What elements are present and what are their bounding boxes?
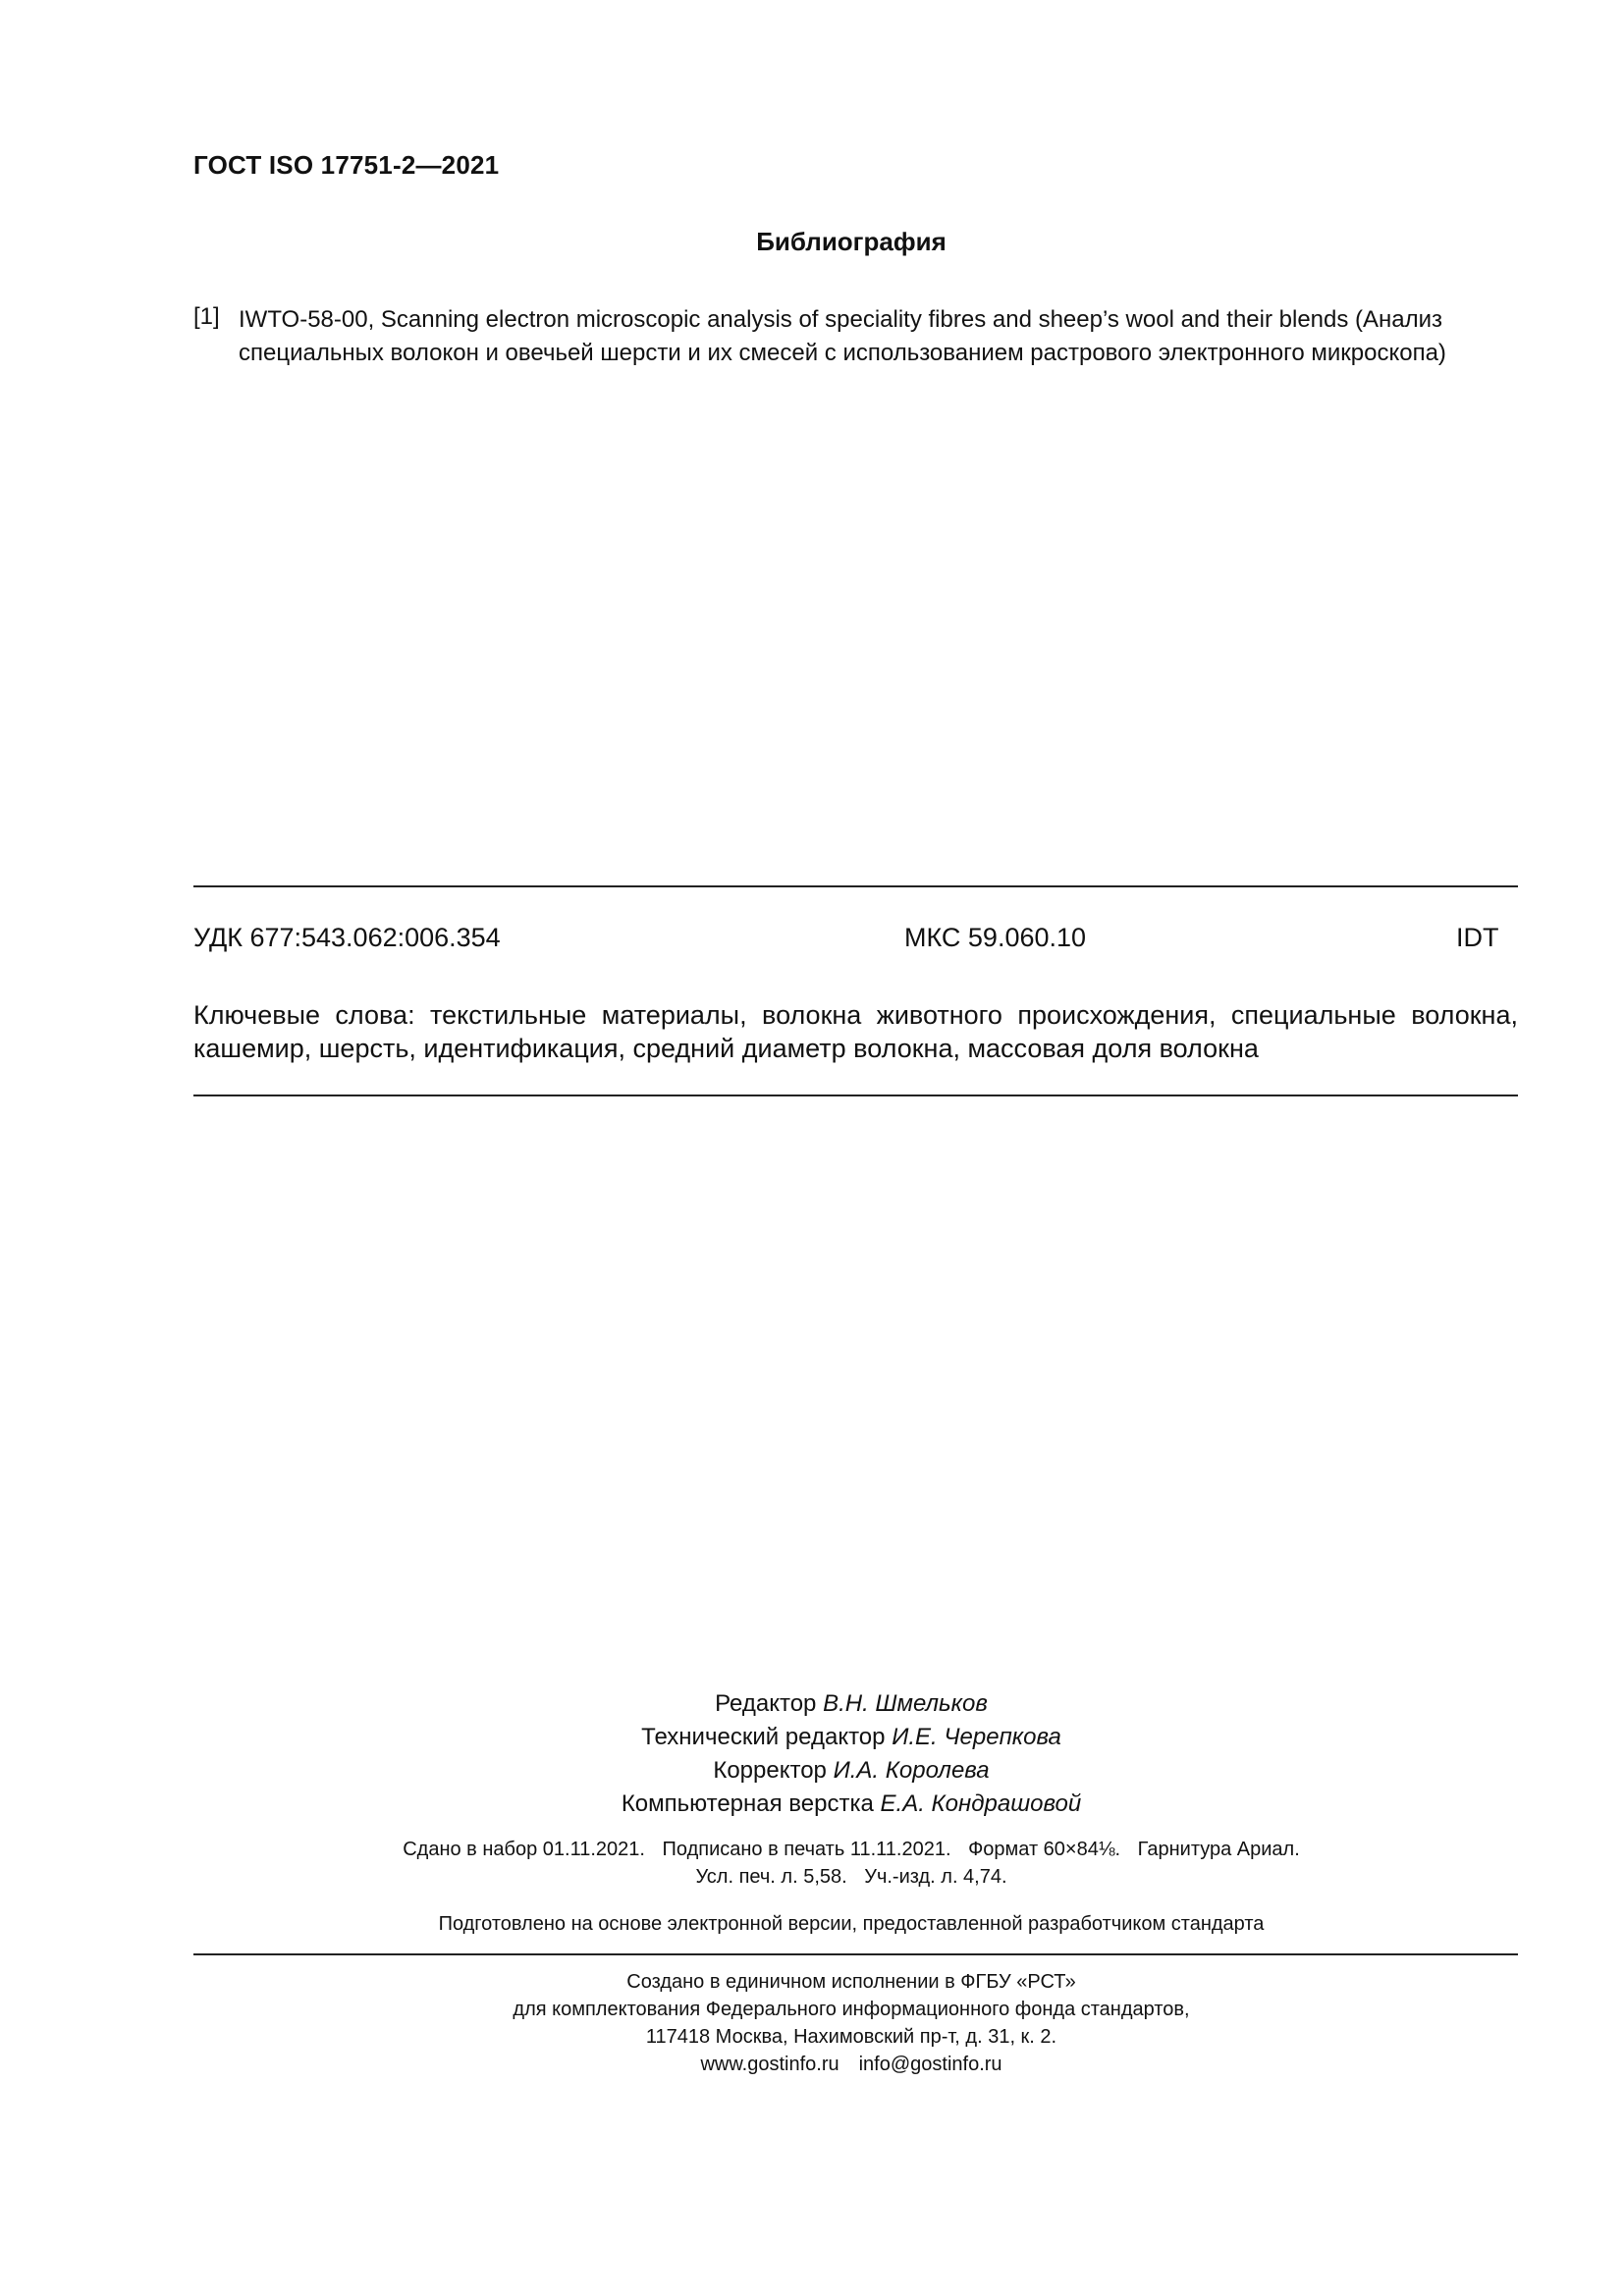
publisher-contacts xyxy=(0,2051,1624,2078)
reference-number: [1] xyxy=(193,303,220,330)
mks-code: МКС 59.060.10 xyxy=(904,923,1087,952)
credit-technical-editor: Технический редактор И.Е. Черепкова xyxy=(641,1724,1061,1750)
udk-code: УДК 677:543.062:006.354 xyxy=(193,923,501,952)
keywords: Ключевые слова: текстильные материалы, волокна животного происхождения, специальные волокна, кашемир, шерсть, идентификация, средний диаметр волокна, массовая доля волокна xyxy=(193,1000,1518,1063)
credits-block xyxy=(0,1687,1624,1821)
credit-editor: Редактор В.Н. Шмельков xyxy=(715,1690,988,1717)
document-code: ГОСТ ISO 17751-2—2021 xyxy=(193,150,500,180)
reference-line-2: специальных волокон и овечьей шерсти и их смесей с использованием растрового электронного микроскопа) xyxy=(239,340,1446,366)
print-info-line-1: Сдано в набор 01.11.2021. Подписано в печать 11.11.2021. Формат 60×84⅛. Гарнитура Ариал. xyxy=(403,1839,1300,1860)
divider-keywords xyxy=(193,1095,1518,1096)
print-info xyxy=(0,1836,1624,1891)
idt-code: IDT xyxy=(1456,923,1499,952)
prepared-note: Подготовлено на основе электронной версии, предоставленной разработчиком стандарта xyxy=(438,1913,1265,1935)
reference-line-1: IWTO-58-00, Scanning electron microscopic analysis of speciality fibres and sheep’s wool and their blends (Анализ xyxy=(239,306,1443,333)
bibliography-title: Библиография xyxy=(756,227,947,256)
publisher-line-2: для комплектования Федерального информационного фонда стандартов, xyxy=(513,1999,1190,2020)
email-link[interactable]: info@gostinfo.ru xyxy=(858,2054,1002,2075)
website-link[interactable]: www.gostinfo.ru xyxy=(700,2054,839,2075)
credit-corrector: Корректор И.А. Королева xyxy=(713,1757,990,1784)
reference-text xyxy=(239,303,1515,370)
divider-top xyxy=(193,885,1518,887)
credit-layout: Компьютерная верстка Е.А. Кондрашовой xyxy=(621,1790,1082,1817)
publisher-block xyxy=(0,1968,1624,2078)
divider-bottom xyxy=(193,1953,1518,1955)
publisher-line-3: 117418 Москва, Нахимовский пр-т, д. 31, к. 2. xyxy=(645,2026,1057,2048)
publisher-line-1: Создано в единичном исполнении в ФГБУ «РСТ» xyxy=(626,1971,1076,1993)
print-info-line-2: Усл. печ. л. 5,58. Уч.-изд. л. 4,74. xyxy=(695,1866,1007,1888)
